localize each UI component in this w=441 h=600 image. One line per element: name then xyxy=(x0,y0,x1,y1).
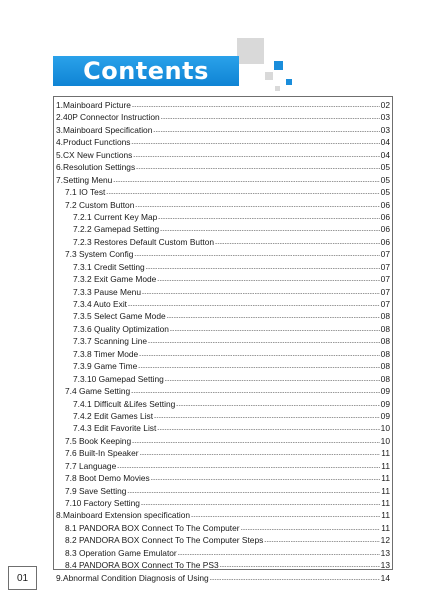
toc-leader-dots xyxy=(139,350,380,360)
toc-entry[interactable] xyxy=(56,398,390,410)
toc-leader-dots xyxy=(132,101,380,111)
toc-entry-page: 08 xyxy=(380,348,390,359)
toc-entry-title: 4.Product Functions xyxy=(56,137,131,148)
toc-entry-page: 03 xyxy=(380,112,390,123)
toc-entry-page: 07 xyxy=(380,274,390,285)
toc-entry-title: 7.3.6 Quality Optimization xyxy=(73,323,169,334)
toc-entry-page: 03 xyxy=(380,124,390,135)
toc-leader-dots xyxy=(157,424,379,434)
toc-entry[interactable] xyxy=(56,360,390,372)
toc-entry-page: 07 xyxy=(380,299,390,309)
toc-leader-dots xyxy=(133,151,379,161)
toc-leader-dots xyxy=(142,288,380,298)
toc-entry[interactable] xyxy=(56,534,390,546)
toc-entry-title: 7.6 Built-In Speaker xyxy=(65,448,139,459)
toc-entry-page: 07 xyxy=(380,249,390,260)
toc-leader-dots xyxy=(131,387,379,397)
toc-leader-dots xyxy=(191,511,380,521)
toc-entry[interactable] xyxy=(56,485,390,497)
toc-entry-title: 7.8 Boot Demo Movies xyxy=(65,473,150,484)
toc-entry[interactable] xyxy=(56,199,390,211)
toc-entry[interactable] xyxy=(56,472,390,484)
toc-entry[interactable] xyxy=(56,323,390,335)
toc-entry[interactable] xyxy=(56,124,390,136)
toc-leader-dots xyxy=(153,126,379,136)
toc-entry-title: 7.4.1 Difficult &Lifes Setting xyxy=(73,398,176,409)
toc-entry-page: 06 xyxy=(380,199,390,210)
toc-entry-page: 14 xyxy=(380,572,390,583)
toc-entry[interactable] xyxy=(56,149,390,161)
toc-leader-dots xyxy=(178,549,380,559)
toc-leader-dots xyxy=(215,238,380,248)
toc-entry[interactable] xyxy=(56,373,390,385)
toc-entry[interactable] xyxy=(56,460,390,472)
toc-entry-page: 08 xyxy=(380,373,390,384)
toc-leader-dots xyxy=(264,536,379,546)
toc-entry-page: 07 xyxy=(380,261,390,272)
toc-entry-title: 7.3 System Config xyxy=(65,249,134,260)
toc-leader-dots xyxy=(161,113,380,123)
toc-leader-dots xyxy=(134,250,379,260)
toc-entry[interactable] xyxy=(56,447,390,459)
toc-entry-page: 02 xyxy=(380,100,390,110)
toc-entry[interactable] xyxy=(56,111,390,123)
toc-entry[interactable] xyxy=(56,273,390,285)
toc-entry-title: 7.3.8 Timer Mode xyxy=(73,348,139,359)
toc-leader-dots xyxy=(151,474,381,484)
toc-entry-title: 8.1 PANDORA BOX Connect To The Computer xyxy=(65,522,240,533)
toc-entry-page: 09 xyxy=(380,410,390,421)
toc-entry-title: 7.4 Game Setting xyxy=(65,386,131,397)
decor-square-blue-top xyxy=(274,61,283,70)
toc-entry-title: 7.3.1 Credit Setting xyxy=(73,261,145,272)
toc-leader-dots xyxy=(146,263,380,273)
toc-entry-page: 11 xyxy=(381,485,390,496)
toc-entry-title: 8.2 PANDORA BOX Connect To The Computer Steps xyxy=(65,535,264,546)
toc-entry-page: 13 xyxy=(380,560,390,571)
page-number: 01 xyxy=(8,566,37,590)
toc-entry-page: 09 xyxy=(380,386,390,397)
toc-entry-title: 5.CX New Functions xyxy=(56,149,133,160)
toc-entry-title: 7.2.3 Restores Default Custom Button xyxy=(73,236,215,247)
toc-entry[interactable] xyxy=(56,572,390,584)
toc-leader-dots xyxy=(176,400,379,410)
toc-entry[interactable] xyxy=(56,186,390,198)
toc-entry-page: 11 xyxy=(381,522,390,533)
toc-entry[interactable] xyxy=(56,310,390,322)
toc-leader-dots xyxy=(117,462,380,472)
toc-entry[interactable] xyxy=(56,261,390,273)
toc-entry-page: 07 xyxy=(380,286,390,297)
decor-square-grey-tiny xyxy=(275,86,280,91)
toc-leader-dots xyxy=(140,449,381,459)
toc-entry-page: 10 xyxy=(380,423,390,434)
toc-leader-dots xyxy=(157,275,379,285)
toc-entry-page: 11 xyxy=(381,473,390,484)
toc-entry-title: 2.40P Connector Instruction xyxy=(56,112,160,123)
toc-leader-dots xyxy=(220,561,380,571)
toc-entry[interactable] xyxy=(56,99,390,111)
toc-leader-dots xyxy=(128,300,380,310)
toc-entry-page: 12 xyxy=(380,535,390,546)
toc-entry[interactable] xyxy=(56,348,390,360)
toc-entry-title: 7.3.2 Exit Game Mode xyxy=(73,274,157,285)
toc-leader-dots xyxy=(170,325,380,335)
toc-entry[interactable] xyxy=(56,174,390,186)
toc-entry-page: 10 xyxy=(380,435,390,446)
toc-leader-dots xyxy=(131,138,379,148)
toc-entry-page: 11 xyxy=(381,498,390,508)
toc-leader-dots xyxy=(210,574,380,584)
toc-entry-title: 7.3.9 Game Time xyxy=(73,361,138,372)
toc-entry-page: 09 xyxy=(380,398,390,409)
toc-entry[interactable] xyxy=(56,223,390,235)
toc-entry-page: 06 xyxy=(380,236,390,247)
toc-entry-page: 11 xyxy=(381,448,390,459)
toc-entry-title: 7.9 Save Setting xyxy=(65,485,127,496)
toc-entry-title: 7.4.3 Edit Favorite List xyxy=(73,423,157,434)
toc-entry-title: 7.1 IO Test xyxy=(65,187,106,198)
toc-leader-dots xyxy=(241,524,381,534)
toc-entry-page: 08 xyxy=(380,336,390,347)
toc-entry-title: 7.7 Language xyxy=(65,460,117,471)
toc-leader-dots xyxy=(132,437,380,447)
toc-entry-page: 11 xyxy=(381,510,390,521)
toc-entry-title: 7.3.10 Gamepad Setting xyxy=(73,373,164,384)
toc-entry[interactable] xyxy=(56,236,390,248)
toc-leader-dots xyxy=(158,213,379,223)
toc-leader-dots xyxy=(136,163,380,173)
toc-entry-page: 05 xyxy=(380,187,390,198)
toc-entry[interactable] xyxy=(56,410,390,422)
toc-entry-title: 6.Resolution Settings xyxy=(56,162,136,173)
toc-entry-title: 7.2.2 Gamepad Setting xyxy=(73,224,160,235)
toc-entry-title: 8.4 PANDORA BOX Connect To The PS3 xyxy=(65,560,219,571)
toc-leader-dots xyxy=(127,487,380,497)
toc-entry[interactable] xyxy=(56,161,390,173)
toc-entry-page: 05 xyxy=(380,174,390,185)
page-title: Contents xyxy=(83,57,209,85)
toc-leader-dots xyxy=(141,499,380,509)
toc-leader-dots xyxy=(138,362,379,372)
decor-square-blue-bottom xyxy=(286,79,292,85)
toc-entry-page: 08 xyxy=(380,323,390,334)
toc-entry-page: 06 xyxy=(380,224,390,235)
toc-entry[interactable] xyxy=(56,211,390,223)
toc-leader-dots xyxy=(154,412,380,422)
toc-leader-dots xyxy=(106,188,379,198)
toc-entry-page: 11 xyxy=(381,460,390,471)
toc-entry[interactable] xyxy=(56,298,390,310)
toc-entry-title: 1.Mainboard Picture xyxy=(56,100,131,110)
toc-entry[interactable] xyxy=(56,385,390,397)
toc-entry-page: 08 xyxy=(380,311,390,322)
decor-square-grey-large xyxy=(237,38,264,64)
table-of-contents xyxy=(56,99,390,584)
decor-square-grey-small xyxy=(265,72,273,80)
toc-entry[interactable] xyxy=(56,522,390,534)
toc-entry[interactable] xyxy=(56,497,390,509)
toc-entry-title: 7.3.4 Auto Exit xyxy=(73,299,128,309)
toc-entry-page: 13 xyxy=(380,547,390,558)
toc-leader-dots xyxy=(160,225,380,235)
toc-entry[interactable] xyxy=(56,547,390,559)
toc-entry-title: 7.3.5 Select Game Mode xyxy=(73,311,166,322)
toc-entry-title: 7.2 Custom Button xyxy=(65,199,135,210)
toc-leader-dots xyxy=(113,176,379,186)
toc-entry-page: 05 xyxy=(380,162,390,173)
toc-entry-title: 8.Mainboard Extension specification xyxy=(56,510,191,521)
toc-entry-title: 7.3.7 Scanning Line xyxy=(73,336,148,347)
toc-leader-dots xyxy=(167,312,380,322)
toc-entry-page: 04 xyxy=(380,149,390,160)
toc-entry[interactable] xyxy=(56,286,390,298)
toc-entry[interactable] xyxy=(56,248,390,260)
toc-entry-title: 3.Mainboard Specification xyxy=(56,124,153,135)
toc-entry-title: 9.Abnormal Condition Diagnosis of Using xyxy=(56,572,209,583)
toc-entry-title: 7.10 Factory Setting xyxy=(65,498,140,508)
toc-entry[interactable] xyxy=(56,435,390,447)
toc-entry-title: 8.3 Operation Game Emulator xyxy=(65,547,177,558)
toc-entry[interactable] xyxy=(56,422,390,434)
toc-entry-title: 7.Setting Menu xyxy=(56,174,113,185)
toc-entry-page: 04 xyxy=(380,137,390,148)
toc-entry[interactable] xyxy=(56,509,390,521)
toc-entry[interactable] xyxy=(56,136,390,148)
toc-leader-dots xyxy=(165,375,380,385)
toc-entry-title: 7.3.3 Pause Menu xyxy=(73,286,141,297)
toc-entry-page: 08 xyxy=(380,361,390,372)
toc-entry-title: 7.4.2 Edit Games List xyxy=(73,410,154,421)
toc-entry-page: 06 xyxy=(380,211,390,222)
toc-leader-dots xyxy=(135,201,379,211)
toc-entry[interactable] xyxy=(56,335,390,347)
toc-entry-title: 7.2.1 Current Key Map xyxy=(73,211,158,222)
toc-entry-title: 7.5 Book Keeping xyxy=(65,435,132,446)
toc-leader-dots xyxy=(148,337,380,347)
toc-entry[interactable] xyxy=(56,559,390,571)
